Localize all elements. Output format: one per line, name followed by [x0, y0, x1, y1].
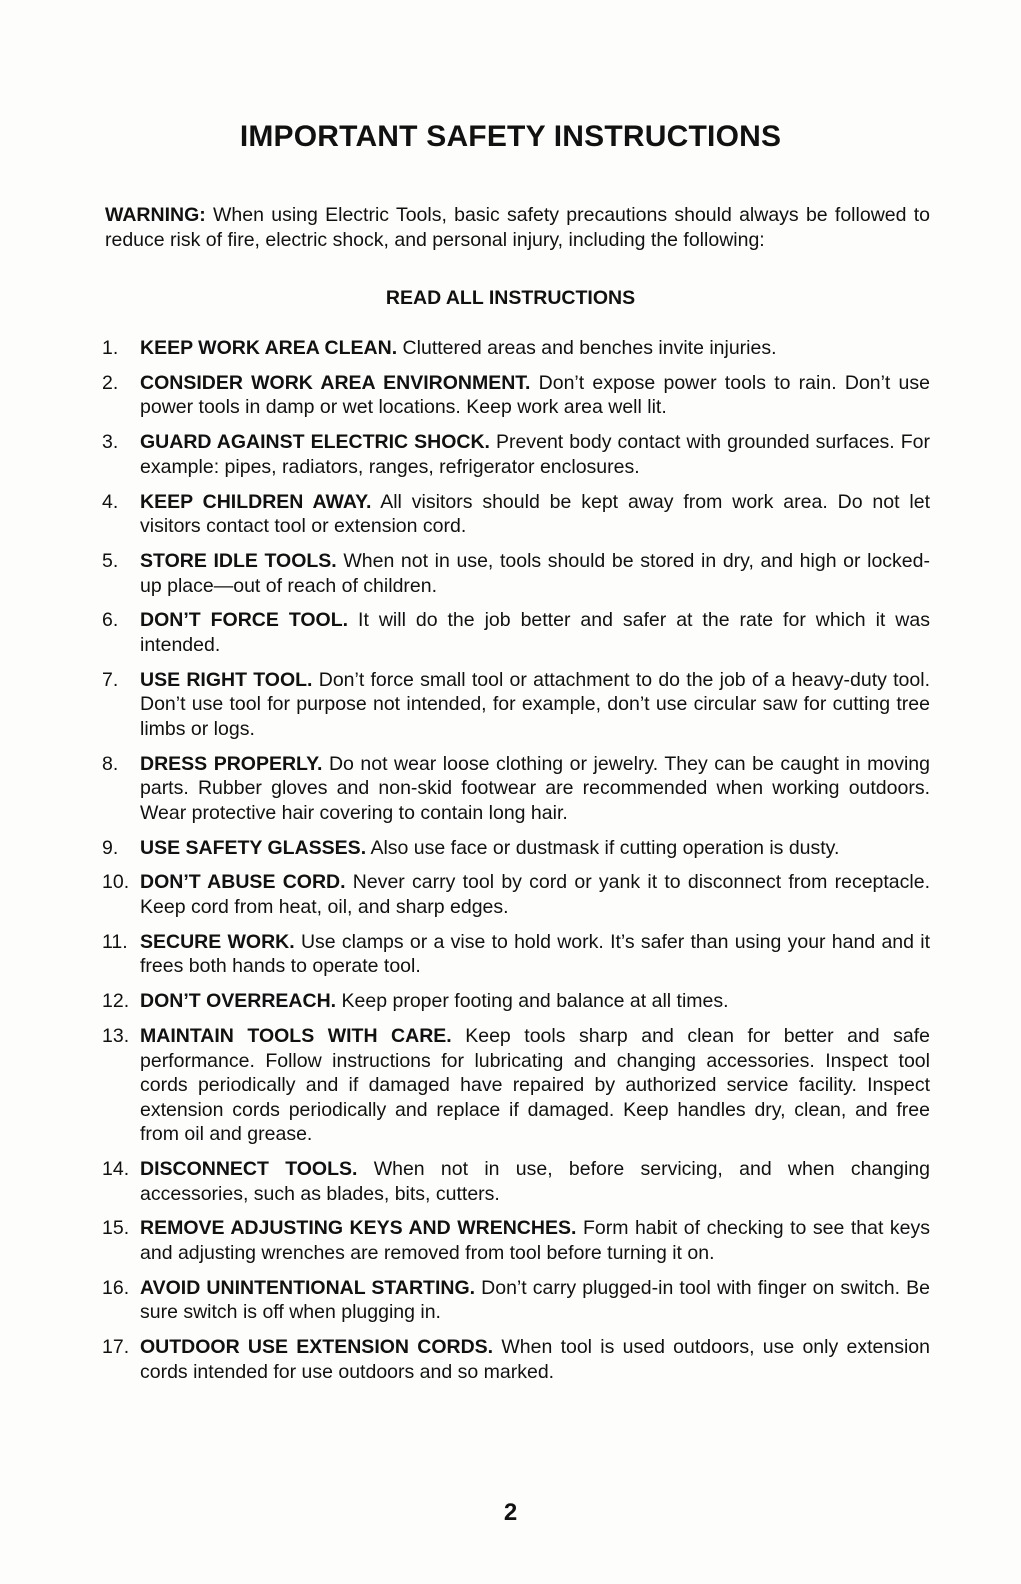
instruction-item-17	[102, 1335, 930, 1384]
item-heading: DON’T OVERREACH.	[140, 990, 337, 1013]
read-all-heading: READ ALL INSTRUCTIONS	[385, 287, 636, 309]
instruction-item-4	[102, 490, 930, 539]
item-heading: KEEP CHILDREN AWAY.	[140, 490, 372, 513]
item-number: 14.	[102, 1158, 130, 1181]
item-heading: DRESS PROPERLY.	[140, 752, 323, 775]
instruction-item-1	[102, 336, 930, 361]
item-text: Don’t carry plugged-in tool with finger on switch. Be sure switch is off when plugging in.	[140, 1276, 930, 1324]
item-heading: MAINTAIN TOOLS WITH CARE.	[140, 1024, 452, 1047]
item-heading: CONSIDER WORK AREA ENVIRONMENT.	[140, 371, 531, 394]
item-heading: STORE IDLE TOOLS.	[140, 549, 337, 572]
item-text: When tool is used outdoors, use only extension cords intended for use outdoors and so marked.	[140, 1336, 930, 1383]
instruction-item-11	[102, 930, 930, 979]
item-number: 3.	[102, 431, 119, 454]
item-text: Keep proper footing and balance at all times.	[336, 990, 729, 1013]
safety-instructions-list	[102, 336, 930, 1395]
item-heading: DON’T FORCE TOOL.	[140, 609, 349, 632]
item-text: Don’t expose power tools to rain. Don’t use power tools in damp or wet locations. Keep work area well lit.	[140, 371, 930, 419]
item-text: Form habit of checking to see that keys and adjusting wrenches are removed from tool before turning it on.	[140, 1217, 931, 1265]
item-heading: DISCONNECT TOOLS.	[140, 1158, 358, 1181]
instruction-item-9	[102, 836, 930, 861]
instruction-item-7	[102, 668, 930, 742]
instruction-item-14	[102, 1157, 930, 1206]
item-number: 12.	[102, 990, 130, 1013]
item-heading: GUARD AGAINST ELECTRIC SHOCK.	[140, 431, 490, 454]
item-number: 8.	[102, 752, 119, 775]
item-text: When not in use, before servicing, and when changing accessories, such as blades, bits, cutters.	[140, 1158, 930, 1205]
item-heading: DON’T ABUSE CORD.	[140, 871, 346, 894]
item-text: Don’t force small tool or attachment to do the job of a heavy-duty tool. Don’t use tool for purpose not intended, for example, don’t use circular saw for cutting tree limbs or logs.	[140, 668, 930, 740]
item-text: Prevent body contact with grounded surfaces. For example: pipes, radiators, ranges, refrigerator enclosures.	[140, 431, 930, 478]
instruction-item-2	[102, 371, 930, 420]
item-text: Cluttered areas and benches invite injuries.	[397, 337, 777, 359]
instruction-item-3	[102, 430, 930, 479]
item-number: 5.	[102, 549, 119, 572]
item-number: 1.	[102, 337, 119, 359]
item-text: Use clamps or a vise to hold work. It’s safer than using your hand and it frees both hands to operate tool.	[140, 930, 930, 978]
instruction-item-13	[102, 1024, 930, 1147]
instruction-item-15	[102, 1216, 930, 1265]
item-heading: OUTDOOR USE EXTENSION CORDS.	[140, 1336, 494, 1359]
instruction-item-5	[102, 549, 930, 598]
item-number: 16.	[102, 1276, 130, 1299]
item-number: 15.	[102, 1217, 130, 1240]
item-text: Never carry tool by cord or yank it to disconnect from receptacle. Keep cord from heat, oil, and sharp edges.	[140, 871, 930, 918]
item-heading: REMOVE ADJUSTING KEYS AND WRENCHES.	[140, 1217, 577, 1240]
item-heading: USE RIGHT TOOL.	[140, 668, 313, 691]
item-heading: KEEP WORK AREA CLEAN.	[140, 337, 398, 359]
instruction-item-12	[102, 989, 930, 1014]
item-text: Also use face or dustmask if cutting operation is dusty.	[366, 836, 840, 859]
item-text: All visitors should be kept away from work area. Do not let visitors contact tool or extension cord.	[140, 490, 930, 538]
item-text: When not in use, tools should be stored in dry, and high or locked-up place—out of reach of children.	[140, 549, 930, 597]
warning-paragraph	[105, 203, 930, 253]
page-number: 2	[503, 1499, 518, 1526]
item-number: 10.	[102, 871, 130, 894]
warning-text: When using Electric Tools, basic safety precautions should always be followed to reduce risk of fire, electric shock, and personal injury, including the following:	[105, 204, 930, 251]
warning-label: WARNING:	[105, 204, 206, 226]
item-number: 6.	[102, 609, 119, 632]
item-text: It will do the job better and safer at the rate for which it was intended.	[140, 609, 930, 656]
item-number: 11.	[102, 930, 128, 953]
item-number: 17.	[102, 1336, 130, 1359]
item-number: 13.	[102, 1024, 130, 1047]
item-text: Do not wear loose clothing or jewelry. They can be caught in moving parts. Rubber gloves and non-skid footwear are recommended when working outdoors. Wear protective hair covering to contain long hair.	[140, 752, 930, 824]
item-number: 4.	[102, 490, 119, 513]
page-title: IMPORTANT SAFETY INSTRUCTIONS	[239, 120, 782, 153]
item-heading: USE SAFETY GLASSES.	[140, 836, 367, 859]
instruction-item-10	[102, 870, 930, 919]
instruction-item-8	[102, 752, 930, 826]
item-heading: SECURE WORK.	[140, 930, 295, 953]
item-heading: AVOID UNINTENTIONAL STARTING.	[140, 1276, 476, 1299]
instruction-item-6	[102, 608, 930, 657]
item-number: 9.	[102, 836, 119, 859]
item-text: Keep tools sharp and clean for better and safe performance. Follow instructions for lubricating and changing accessories. Inspect tool cords periodically and if damaged have repaired by authorized service facility. Inspect extension cords periodically and replace if damaged. Keep handles dry, clean, and free from oil and grease.	[140, 1024, 930, 1146]
item-number: 7.	[102, 668, 119, 691]
item-number: 2.	[102, 371, 119, 394]
instruction-item-16	[102, 1276, 930, 1325]
